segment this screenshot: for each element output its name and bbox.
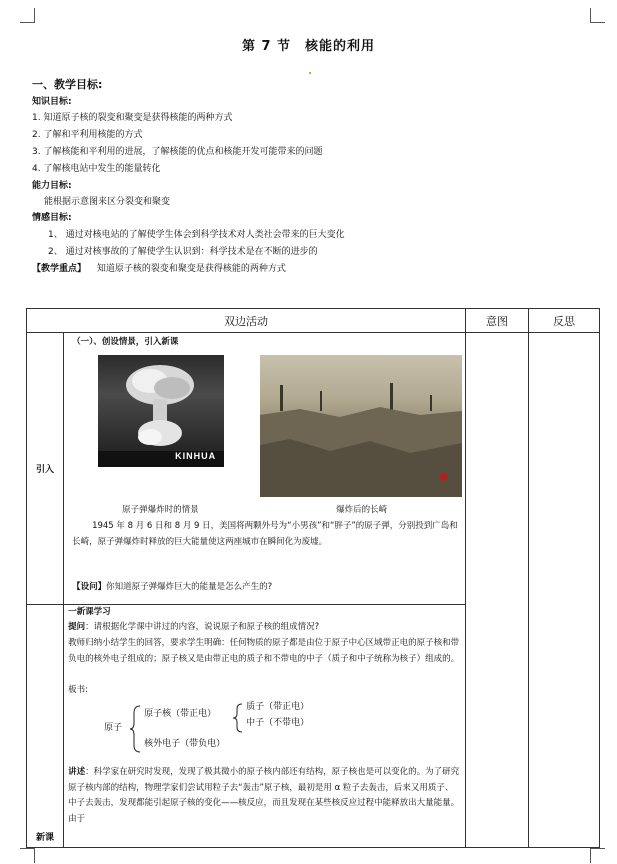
diagram-nucleus: 原子核（带正电）: [144, 709, 217, 719]
row-label-new: 新课: [27, 605, 64, 848]
header-activity: 双边活动: [27, 309, 466, 333]
reflection-cell: [529, 333, 600, 848]
new-lesson-cell: [64, 605, 466, 848]
activity-table: [26, 308, 600, 848]
nagasaki-photo: [260, 355, 462, 497]
ask-text: ：请根据化学课中讲过的内容，说说原子和原子核的组成情况?: [85, 622, 320, 632]
row-label-intro: 引入: [27, 333, 64, 605]
caption-explosion: 原子弹爆炸时的情景: [122, 505, 199, 515]
ability-text: 能根据示意图来区分裂变和聚变: [44, 197, 171, 207]
stray-dot: [309, 72, 311, 74]
new-lesson-heading: 一新课学习: [68, 607, 111, 617]
question-text: 你知道原子弹爆炸巨大的能量是怎么产生的?: [106, 582, 273, 592]
knowledge-item: 4. 了解核电站中发生的能量转化: [32, 164, 161, 174]
brace-icon: [232, 703, 244, 733]
question-label: 【设问】: [72, 582, 107, 592]
key-label: 【教学重点】: [32, 264, 87, 274]
atom-structure-diagram: [104, 703, 334, 755]
crop-mark-bottom-right: [590, 848, 605, 863]
history-paragraph: 1945 年 8 月 6 日和 8 月 9 日，美国将两颗外号为“小男孩”和“胖子”的原子弹，分别投到广岛和长崎，原子弹爆炸时释放的巨大能量使这两座城市在瞬间化为废墟。: [72, 521, 458, 547]
emotion-heading: 情感目标:: [32, 213, 72, 223]
intro-heading: （一）、创设情景，引入新课: [72, 337, 179, 347]
knowledge-item: 1. 知道原子核的裂变和聚变是获得核能的两种方式: [32, 113, 233, 123]
intent-cell: [466, 333, 529, 848]
page-title: 第 7 节 核能的利用: [241, 39, 376, 54]
photo-watermark: KINHUA: [175, 450, 217, 461]
header-intent: 意图: [466, 309, 529, 333]
knowledge-item: 2. 了解和平利用核能的方式: [32, 130, 143, 140]
header-reflection: 反思: [529, 309, 600, 333]
diagram-atom: 原子: [104, 723, 123, 733]
emotion-item: 1、 通过对核电站的了解使学生体会到科学技术对人类社会带来的巨大变化: [48, 230, 345, 240]
ability-heading: 能力目标:: [32, 181, 72, 191]
diagram-electron: 核外电子（带负电）: [144, 739, 226, 749]
summary-paragraph: 教师归纳小结学生的回答，要求学生明确：任何物质的原子都是由位于原子中心区域带正电的原子核和带负电的核外电子组成的；原子核又是由带正电的质子和不带电的中子（质子和中子统称为核子）组成的。: [68, 638, 460, 664]
ask-label: 提问: [68, 622, 86, 632]
diagram-proton: 质子（带正电）: [246, 702, 310, 712]
talk-text: ：科学家在研究时发现，发现了极其微小的原子核内部还有结构，原子核也是可以变化的。为了研究原子核内部的结构，物理学家们尝试用粒子去“轰击”原子核，最初是用 α 粒子去轰击，后来又用质子、中子去轰击，发现都能引起原子核的变化——核反应，而且发现在某些核反应过程中能释放出大量能量。由于: [68, 767, 460, 824]
board-label: 板书:: [68, 685, 88, 695]
emotion-item: 2、 通过对核事故的了解使学生认识到：科学技术是在不断的进步的: [48, 247, 318, 257]
knowledge-heading: 知识目标:: [32, 97, 72, 107]
knowledge-item: 3. 了解核能和平利用的进展，了解核能的优点和核能开发可能带来的问题: [32, 147, 323, 157]
ruins-icon: [260, 355, 462, 497]
talk-label: 讲述: [68, 767, 86, 777]
explosion-photo: [98, 355, 224, 467]
brace-icon: [130, 705, 142, 753]
intro-cell: [64, 333, 466, 605]
key-text: 知道原子核的裂变和聚变是获得核能的两种方式: [96, 264, 286, 274]
crop-mark-top-left: [20, 8, 35, 23]
caption-nagasaki: 爆炸后的长崎: [336, 505, 388, 515]
diagram-neutron: 中子（不带电）: [246, 718, 310, 728]
crop-mark-top-right: [590, 8, 605, 23]
crop-mark-bottom-left: [20, 848, 35, 863]
section-heading: 一、教学目标:: [32, 78, 103, 91]
